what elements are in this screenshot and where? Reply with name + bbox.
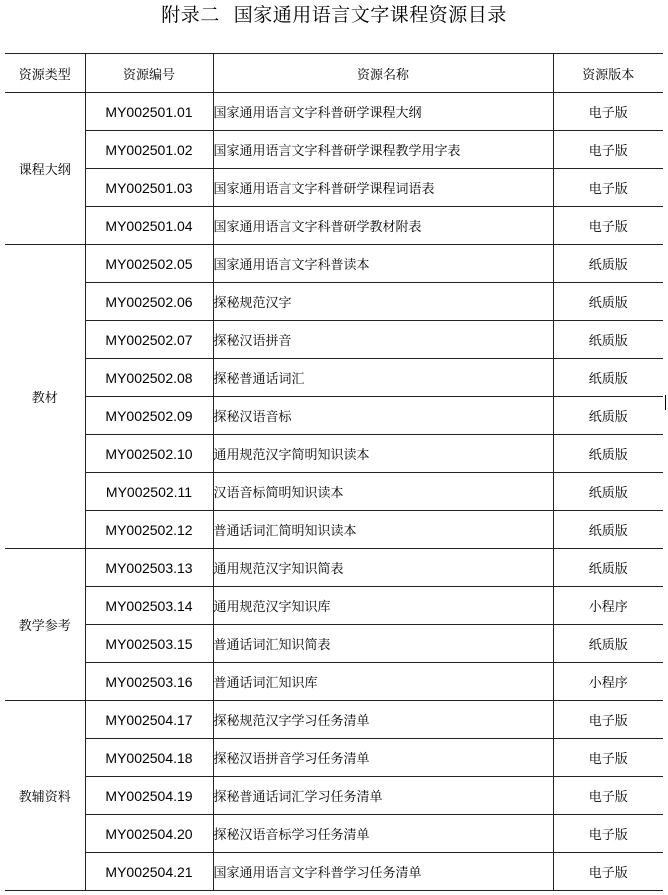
resource-name-cell: 探秘规范汉字学习任务清单 — [213, 701, 553, 739]
resource-code-cell: MY002504.18 — [85, 739, 213, 777]
resource-code-cell: MY002501.04 — [85, 207, 213, 245]
resource-version-cell: 电子版 — [553, 815, 663, 853]
resource-code-cell: MY002504.21 — [85, 853, 213, 891]
resource-version-cell: 纸质版 — [553, 625, 663, 663]
resource-name-cell: 国家通用语言文字科普研学课程大纲 — [213, 93, 553, 131]
table-row — [5, 625, 663, 663]
resource-version-cell: 电子版 — [553, 207, 663, 245]
resource-name-cell: 普通话词汇知识库 — [213, 663, 553, 701]
resource-version-cell: 电子版 — [553, 169, 663, 207]
resource-version-cell: 电子版 — [553, 853, 663, 891]
resource-code-cell: MY002501.01 — [85, 93, 213, 131]
resource-name-cell: 通用规范汉字简明知识读本 — [213, 435, 553, 473]
resource-code-cell: MY002502.06 — [85, 283, 213, 321]
resource-type-cell: 教辅资料 — [5, 701, 85, 891]
resource-type-cell: 课程大纲 — [5, 93, 85, 245]
resource-name-cell: 探秘汉语拼音学习任务清单 — [213, 739, 553, 777]
resource-code-cell: MY002502.09 — [85, 397, 213, 435]
table-row — [5, 549, 663, 587]
resource-version-cell: 电子版 — [553, 701, 663, 739]
resource-code-cell: MY002504.19 — [85, 777, 213, 815]
resource-code-cell: MY002502.08 — [85, 359, 213, 397]
table-row — [5, 93, 663, 131]
resource-code-cell: MY002502.10 — [85, 435, 213, 473]
resource-name-cell: 普通话词汇简明知识读本 — [213, 511, 553, 549]
resource-name-cell: 国家通用语言文字科普研学课程词语表 — [213, 169, 553, 207]
resource-version-cell: 电子版 — [553, 777, 663, 815]
resource-name-cell: 探秘汉语拼音 — [213, 321, 553, 359]
resource-version-cell: 电子版 — [553, 93, 663, 131]
resource-version-cell: 纸质版 — [553, 435, 663, 473]
header-resource-type: 资源类型 — [5, 54, 85, 93]
resource-name-cell: 探秘汉语音标 — [213, 397, 553, 435]
resource-name-cell: 国家通用语言文字科普读本 — [213, 245, 553, 283]
resource-type-cell: 教学参考 — [5, 549, 85, 701]
table-row — [5, 777, 663, 815]
resource-version-cell: 纸质版 — [553, 359, 663, 397]
resource-version-cell: 电子版 — [553, 739, 663, 777]
resource-type-cell: 教材 — [5, 245, 85, 549]
resource-name-cell: 国家通用语言文字科普研学课程教学用字表 — [213, 131, 553, 169]
resource-name-cell: 通用规范汉字知识库 — [213, 587, 553, 625]
table-row — [5, 815, 663, 853]
resource-code-cell: MY002502.07 — [85, 321, 213, 359]
text-cursor — [665, 395, 666, 410]
resource-version-cell: 电子版 — [553, 131, 663, 169]
resource-code-cell: MY002501.02 — [85, 131, 213, 169]
resource-version-cell: 纸质版 — [553, 549, 663, 587]
table-row — [5, 359, 663, 397]
table-row — [5, 131, 663, 169]
resource-version-cell: 小程序 — [553, 663, 663, 701]
resource-version-cell: 纸质版 — [553, 283, 663, 321]
table-row — [5, 283, 663, 321]
resource-version-cell: 纸质版 — [553, 473, 663, 511]
resource-code-cell: MY002504.17 — [85, 701, 213, 739]
resource-version-cell: 纸质版 — [553, 321, 663, 359]
table-row — [5, 701, 663, 739]
resource-code-cell: MY002503.16 — [85, 663, 213, 701]
table-row — [5, 435, 663, 473]
resource-name-cell: 国家通用语言文字科普学习任务清单 — [213, 853, 553, 891]
title-prefix: 附录二 — [161, 4, 220, 26]
resource-code-cell: MY002502.11 — [85, 473, 213, 511]
table-row — [5, 321, 663, 359]
resource-catalog-table — [5, 53, 663, 891]
table-row — [5, 473, 663, 511]
resource-code-cell: MY002502.12 — [85, 511, 213, 549]
table-row — [5, 853, 663, 891]
resource-name-cell: 普通话词汇知识简表 — [213, 625, 553, 663]
table-row — [5, 739, 663, 777]
table-row — [5, 169, 663, 207]
table-header — [5, 54, 663, 93]
resource-version-cell: 纸质版 — [553, 245, 663, 283]
resource-code-cell: MY002503.14 — [85, 587, 213, 625]
resource-name-cell: 汉语音标简明知识读本 — [213, 473, 553, 511]
table-row — [5, 511, 663, 549]
resource-name-cell: 国家通用语言文字科普研学教材附表 — [213, 207, 553, 245]
table-body — [5, 93, 663, 891]
resource-code-cell: MY002502.05 — [85, 245, 213, 283]
resource-code-cell: MY002504.20 — [85, 815, 213, 853]
resource-name-cell: 探秘汉语音标学习任务清单 — [213, 815, 553, 853]
resource-code-cell: MY002503.15 — [85, 625, 213, 663]
resource-version-cell: 纸质版 — [553, 397, 663, 435]
header-resource-code: 资源编号 — [85, 54, 213, 93]
title-main: 国家通用语言文字课程资源目录 — [233, 4, 507, 26]
table-row — [5, 587, 663, 625]
resource-name-cell: 探秘普通话词汇 — [213, 359, 553, 397]
header-resource-version: 资源版本 — [553, 54, 663, 93]
resource-code-cell: MY002503.13 — [85, 549, 213, 587]
resource-code-cell: MY002501.03 — [85, 169, 213, 207]
table-row — [5, 245, 663, 283]
resource-name-cell: 探秘规范汉字 — [213, 283, 553, 321]
header-resource-name: 资源名称 — [213, 54, 553, 93]
resource-name-cell: 通用规范汉字知识简表 — [213, 549, 553, 587]
resource-version-cell: 纸质版 — [553, 511, 663, 549]
page-title — [0, 2, 668, 28]
header-row — [5, 54, 663, 93]
table-row — [5, 663, 663, 701]
table-row — [5, 397, 663, 435]
table-row — [5, 207, 663, 245]
resource-name-cell: 探秘普通话词汇学习任务清单 — [213, 777, 553, 815]
resource-version-cell: 小程序 — [553, 587, 663, 625]
